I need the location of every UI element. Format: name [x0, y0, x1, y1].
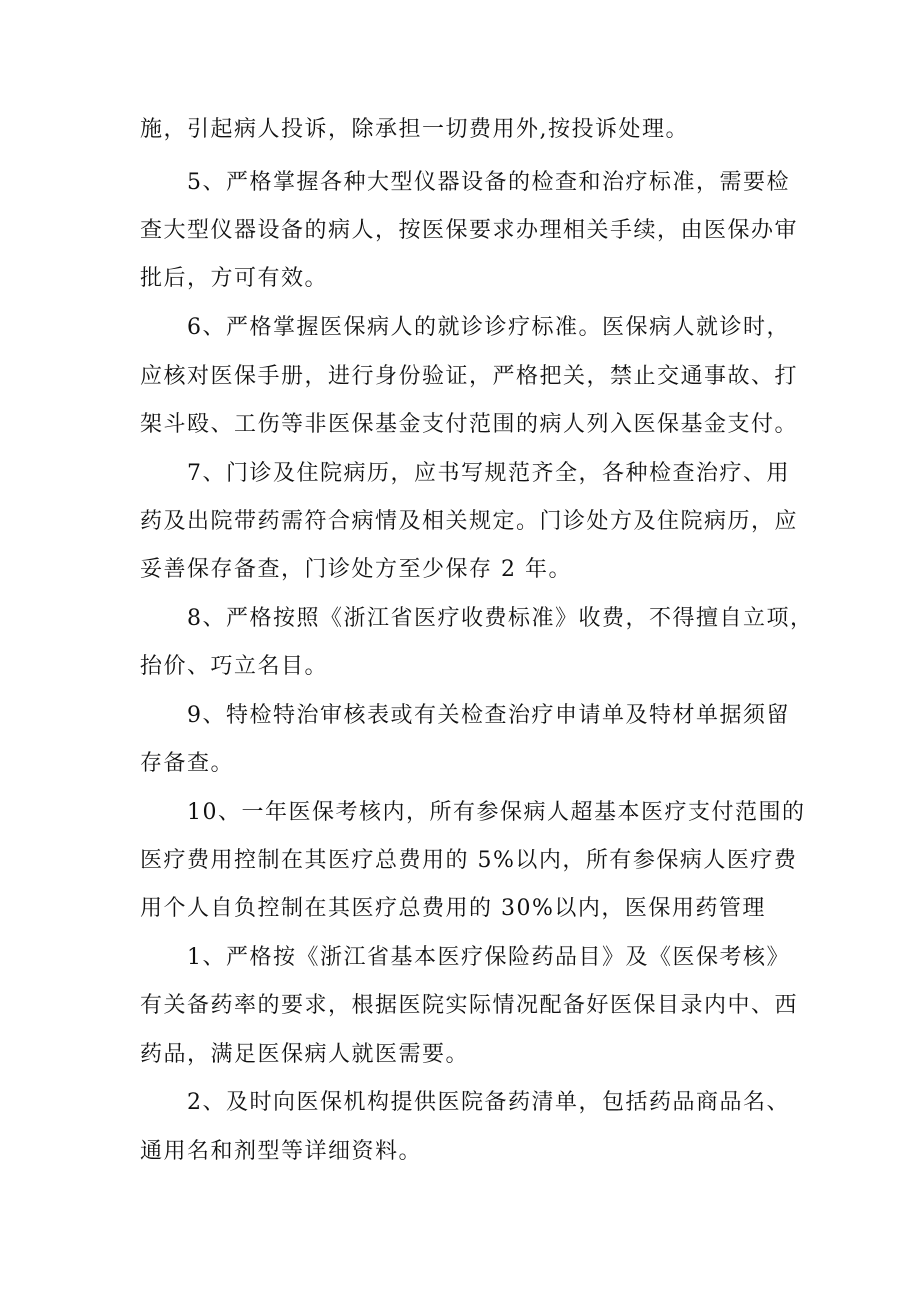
text-line: 施，引起病人投诉，除承担一切费用外,按投诉处理。	[140, 117, 689, 142]
paragraph-first-line: 9、特检特治审核表或有关检查治疗申请单及特材单据须留	[187, 703, 790, 728]
text-line: 存备查。	[140, 751, 235, 776]
paragraph-first-line: 2、及时向医保机构提供医院备药清单，包括药品商品名、	[187, 1090, 790, 1115]
text-line: 抬价、巧立名目。	[140, 654, 329, 679]
text-line: 妥善保存备查，门诊处方至少保存 2 年。	[140, 557, 572, 582]
text-line: 应核对医保手册，进行身份验证，严格把关，禁止交通事故、打	[140, 364, 799, 389]
text-line: 医疗费用控制在其医疗总费用的 5%以内，所有参保病人医疗费	[140, 848, 798, 873]
paragraph-first-line: 6、严格掌握医保病人的就诊诊疗标准。医保病人就诊时，	[187, 315, 790, 340]
text-line: 通用名和剂型等详细资料。	[140, 1139, 423, 1164]
paragraph-first-line: 1、严格按《浙江省基本医疗保险药品目》及《医保考核》	[187, 945, 790, 970]
text-line: 药品，满足医保病人就医需要。	[140, 1042, 470, 1067]
text-line: 有关备药率的要求，根据医院实际情况配备好医保目录内中、西	[140, 993, 799, 1018]
paragraph-first-line: 5、严格掌握各种大型仪器设备的检查和治疗标准，需要检	[187, 170, 790, 195]
text-line: 药及出院带药需符合病情及相关规定。门诊处方及住院病历，应	[140, 509, 799, 534]
text-line: 用个人自负控制在其医疗总费用的 30%以内，医保用药管理	[140, 896, 766, 921]
paragraph-first-line: 8、严格按照《浙江省医疗收费标准》收费，不得擅自立项，	[187, 606, 814, 631]
text-line: 查大型仪器设备的病人，按医保要求办理相关手续，由医保办审	[140, 218, 799, 243]
text-line: 批后，方可有效。	[140, 266, 329, 291]
paragraph-first-line: 10、一年医保考核内，所有参保病人超基本医疗支付范围的	[187, 800, 806, 825]
text-line: 架斗殴、工伤等非医保基金支付范围的病人列入医保基金支付。	[140, 412, 799, 437]
paragraph-first-line: 7、门诊及住院病历，应书写规范齐全，各种检查治疗、用	[187, 461, 790, 486]
